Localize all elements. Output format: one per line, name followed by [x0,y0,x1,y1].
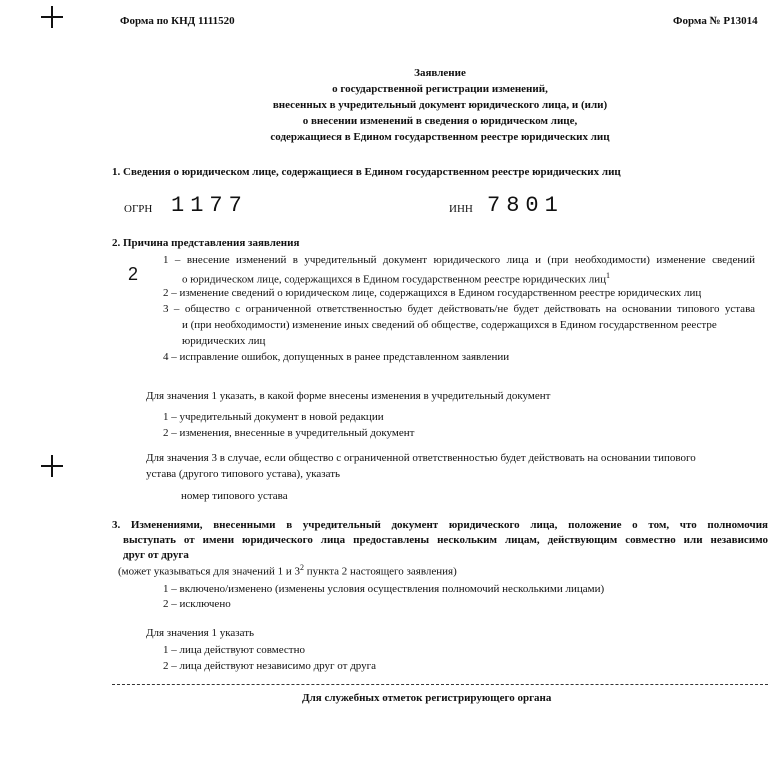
section3-note-text-end: пункта 2 настоящего заявления) [303,565,457,578]
section3-heading: 3. Изменениями, внесенными в учредительный документ юридического лица, положение о том, что полномочия [112,519,768,531]
title-line: о внесении изменений в сведения о юридическом лице, [302,115,578,127]
powers-sub-option-1: 1 – лица действуют совместно [163,644,305,656]
reason-option-3-cont: и (при необходимости) изменение иных сведений об обществе, содержащихся в Едином государственном реестре [182,319,717,331]
form-option-2: 2 – изменения, внесенные в учредительный документ [163,427,415,439]
footnote-1: 1 [606,271,611,280]
cut-line-divider [112,684,768,685]
charter-number-label: номер типового устава [181,490,288,502]
title-line: содержащиеся в Едином государственном реестре юридических лиц [270,131,610,143]
form-option-1: 1 – учредительный документ в новой редакции [163,411,384,423]
official-use-label: Для служебных отметок регистрирующего органа [302,692,552,704]
form-code-left: Форма по КНД 1111520 [120,15,235,27]
section3-heading-cont: выступать от имени юридического лица предоставлены нескольким лицам, действующим совместно или независимо [123,534,768,546]
registration-mark-top [41,6,63,28]
charter-prompt: Для значения 3 в случае, если общество с ограниченной ответственностью будет действовать на основании типового [146,452,696,464]
ogrn-field[interactable]: 1177 [171,193,248,218]
title-line: Заявление [414,67,466,79]
inn-label: ИНН [449,203,473,215]
reason-option-4: 4 – исправление ошибок, допущенных в ранее представленном заявлении [163,351,510,363]
powers-option-2: 2 – исключено [163,598,231,610]
title-line: внесенных в учредительный документ юридического лица, и (или) [272,99,608,111]
powers-option-1: 1 – включено/изменено (изменены условия осуществления полномочий несколькими лицами) [163,583,605,595]
form-prompt: Для значения 1 указать, в какой форме внесены изменения в учредительный документ [146,390,551,402]
section2-heading: 2. Причина представления заявления [112,237,300,249]
section3-note [118,561,457,579]
reason-option-3-cont2: юридических лиц [182,335,266,347]
reason-option-1-text: о юридическом лице, содержащихся в Едином государственном реестре юридических лиц [182,273,607,286]
form-number-right: Форма № Р13014 [673,15,758,27]
section3-heading-cont2: друг от друга [123,549,189,561]
section1-heading: 1. Сведения о юридическом лице, содержащиеся в Едином государственном реестре юридических лиц [112,166,621,178]
title-line: о государственной регистрации изменений, [332,83,548,95]
footnote-2: 2 [299,563,304,572]
reason-value-field[interactable]: 2 [128,264,139,284]
reason-option-2: 2 – изменение сведений о юридическом лице, содержащихся в Едином государственном реестре юридических лиц [163,287,702,299]
powers-sub-option-2: 2 – лица действуют независимо друг от друга [163,660,377,672]
reason-option-1-cont [182,269,610,287]
section3-note-text: (может указываться для значений 1 и 3 [118,565,300,578]
ogrn-label: ОГРН [124,203,153,215]
reason-option-1: 1 – внесение изменений в учредительный документ юридического лица и (при необходимости) изменение сведений [163,254,755,266]
charter-prompt-cont: устава (другого типового устава), указать [146,468,341,480]
reason-option-3: 3 – общество с ограниченной ответственностью будет действовать/не будет действовать на основании типового устава [163,303,755,315]
powers-sub-prompt: Для значения 1 указать [146,627,255,639]
registration-mark-middle [41,455,63,477]
inn-field[interactable]: 7801 [487,193,564,218]
